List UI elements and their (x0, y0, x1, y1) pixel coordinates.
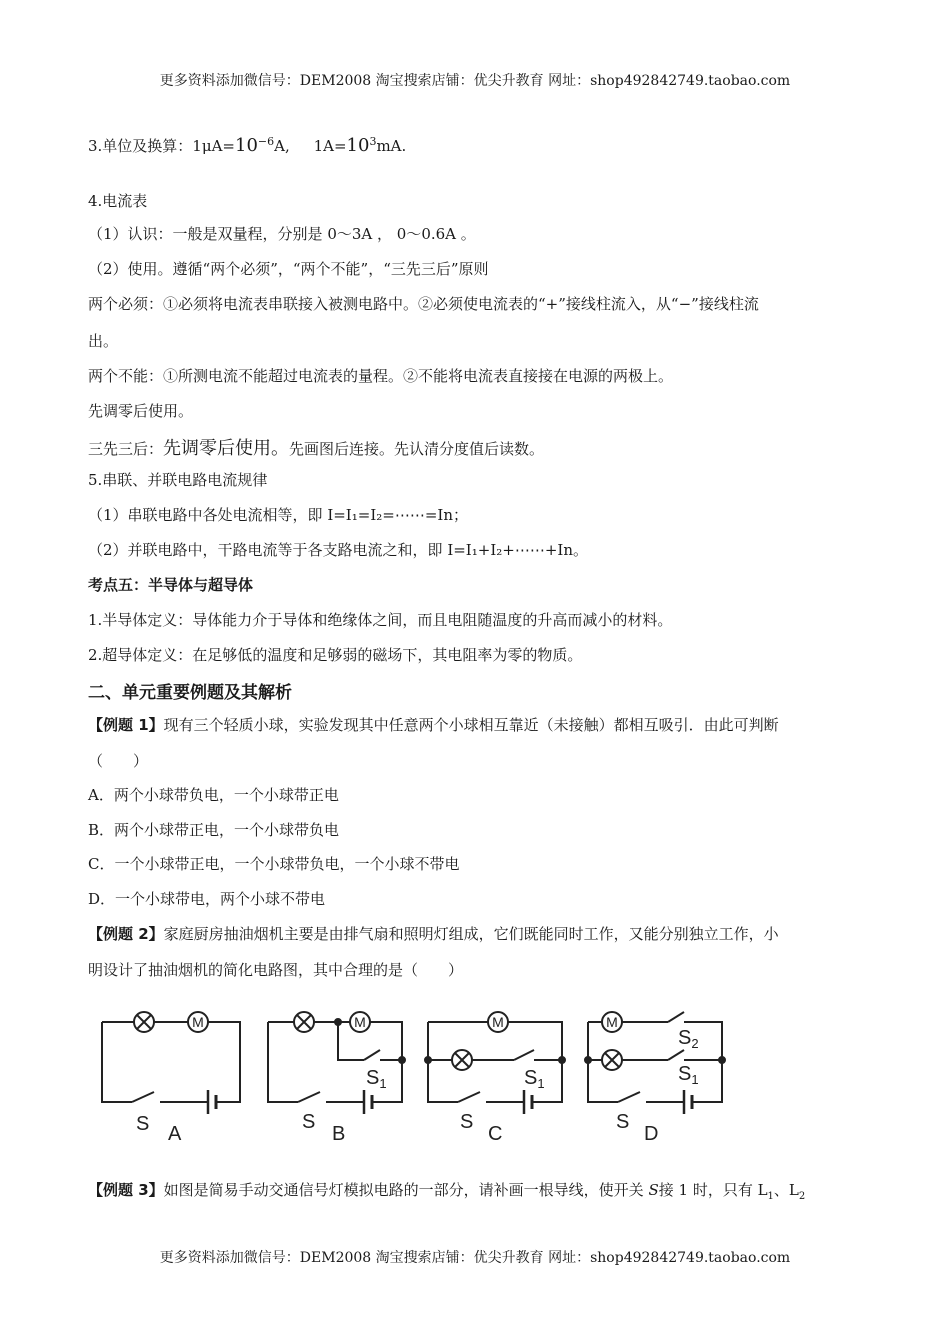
section-2-heading: 二、单元重要例题及其解析 (88, 683, 292, 703)
ex1-option-c: C．一个小球带正电，一个小球带负电，一个小球不带电 (88, 855, 460, 873)
ex2-label: 【例题 2】 (88, 925, 164, 943)
ex3-sub2: 2 (798, 1191, 806, 1202)
switch-label-d: S (616, 1111, 630, 1133)
units-v2-base: 10 (346, 135, 370, 156)
three-big: 先调零后使用。 (163, 438, 290, 459)
units-v2-exp: 3 (369, 135, 377, 148)
switch-label-b: S (302, 1111, 316, 1133)
ammeter-title: 4.电流表 (88, 192, 148, 210)
point5-super: 2.超导体定义：在足够低的温度和足够弱的磁场下，其电阻率为零的物质。 (88, 646, 583, 664)
switch-s1-label-c: $S_1$ (524, 1067, 545, 1091)
units-line (88, 135, 406, 156)
ammeter-zero: 先调零后使用。 (88, 402, 194, 420)
switch-s2-label-d: $S_2$ (678, 1027, 699, 1051)
switch-s1-label-d: $S_1$ (678, 1063, 699, 1087)
point5-title: 考点五：半导体与超导体 (88, 576, 254, 594)
ex3-text-a: 如图是简易手动交通信号灯模拟电路的一部分，请补画一根导线，使开关 (163, 1181, 649, 1199)
ex2-text: 家庭厨房抽油烟机主要是由排气扇和照明灯组成，它们既能同时工作，又能分别独立工作，小 (163, 925, 779, 943)
ex1-option-a: A．两个小球带负电，一个小球带正电 (88, 786, 339, 804)
ammeter-must-1: 两个必须：①必须将电流表串联接入被测电路中。②必须使电流表的“+”接线柱流入，从“−”接线柱流 (88, 295, 759, 313)
ex3-sub1: 1 (767, 1191, 774, 1202)
ex3-text-b: 接 1 时，只有 L (658, 1181, 768, 1199)
option-label-a: A (168, 1123, 182, 1145)
units-prefix: 3.单位及换算：1μA= (88, 137, 236, 155)
option-label-b: B (332, 1123, 346, 1145)
motor-label-c: M (492, 1014, 504, 1030)
option-label-d: D (644, 1123, 659, 1145)
three-rest: 先画图后连接。先认清分度值后读数。 (289, 440, 545, 458)
ammeter-recognize: （1）认识：一般是双量程，分别是 0～3A ， 0～0.6A 。 (88, 225, 476, 243)
point5-semi: 1.半导体定义：导体能力介于导体和绝缘体之间，而且电阻随温度的升高而减小的材料。 (88, 611, 673, 629)
three-label: 三先三后： (88, 440, 164, 458)
units-mid: A, 1A= (274, 137, 347, 155)
page-header: 更多资料添加微信号：DEM2008 淘宝搜索店铺：优尖升教育 网址：shop492842749.taobao.com (159, 73, 791, 89)
ex3-stem (88, 1179, 805, 1202)
ex3-sep: 、L (773, 1181, 799, 1199)
circuit-a (102, 1012, 240, 1114)
rules-series: （1）串联电路中各处电流相等，即 I=I₁=I₂=⋯⋯=In； (88, 506, 468, 524)
page-footer: 更多资料添加微信号：DEM2008 淘宝搜索店铺：优尖升教育 网址：shop492842749.taobao.com (159, 1250, 791, 1266)
circuit-b (268, 1012, 405, 1114)
motor-label-d: M (606, 1014, 618, 1030)
ex2-stem (88, 923, 779, 944)
ex1-option-d: D．一个小球带电，两个小球不带电 (88, 890, 326, 908)
ammeter-cannot: 两个不能：①所测电流不能超过电流表的量程。②不能将电流表直接接在电源的两极上。 (88, 367, 674, 385)
ex3-s-var: S (648, 1181, 659, 1199)
ex2-stem-2: 明设计了抽油烟机的简化电路图，其中合理的是（ ） (88, 961, 464, 979)
motor-label-a: M (192, 1014, 204, 1030)
ex1-paren: （ ） (88, 752, 149, 770)
ammeter-use: （2）使用。遵循“两个必须”，“两个不能”，“三先三后”原则 (88, 260, 489, 278)
motor-label-b: M (354, 1014, 366, 1030)
ex1-option-b: B．两个小球带正电，一个小球带负电 (88, 821, 340, 839)
units-v1-exp: −6 (257, 135, 275, 148)
units-suffix: mA. (376, 137, 407, 155)
ammeter-must-2: 出。 (88, 332, 119, 350)
ex1-stem (88, 714, 779, 735)
switch-label-a: S (136, 1113, 150, 1135)
ex1-label: 【例题 1】 (88, 716, 164, 734)
option-label-c: C (488, 1123, 503, 1145)
ex3-label: 【例题 3】 (88, 1181, 164, 1199)
circuit-diagrams (96, 1000, 736, 1150)
rules-title: 5.串联、并联电路电流规律 (88, 471, 268, 489)
switch-s1-label-b: $S_1$ (366, 1067, 387, 1091)
ammeter-three (88, 434, 544, 460)
units-v1-base: 10 (235, 135, 258, 156)
rules-parallel: （2）并联电路中，干路电流等于各支路电流之和，即 I=I₁+I₂+⋯⋯+In。 (88, 541, 588, 559)
switch-label-c: S (460, 1111, 474, 1133)
ex1-text: 现有三个轻质小球，实验发现其中任意两个小球相互靠近（未接触）都相互吸引．由此可判断 (163, 716, 779, 734)
